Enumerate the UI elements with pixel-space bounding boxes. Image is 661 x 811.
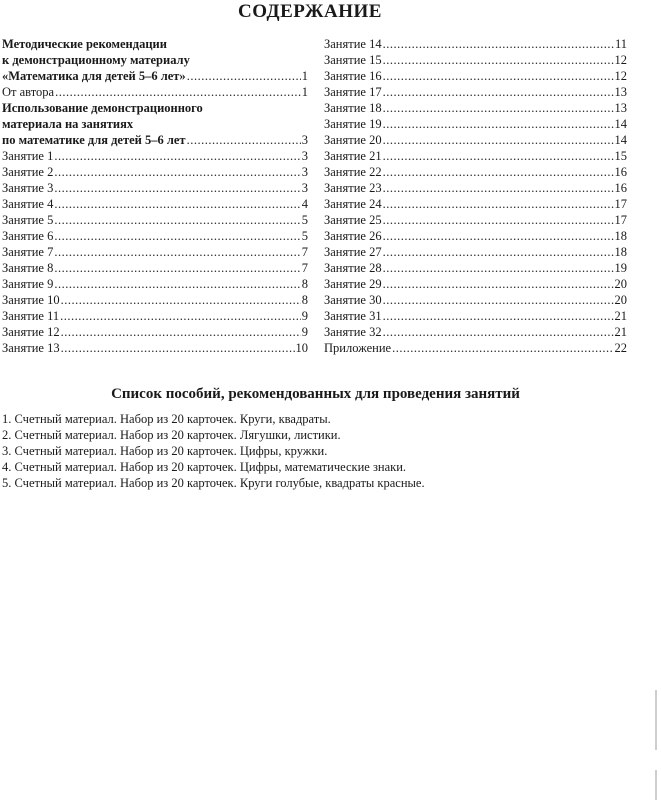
toc-entry [324,196,627,212]
toc-page-number: 8 [301,277,308,291]
scan-edge-mark [655,770,657,800]
toc-page-number: 17 [614,197,627,211]
toc-dot-leader [383,308,614,324]
toc-page-number: 13 [614,101,627,115]
toc-dot-leader [383,132,614,148]
toc-entry-text: Занятие 31 [324,309,382,323]
toc-entry [2,100,308,116]
toc-page-number: 18 [614,229,627,243]
toc-page-number: 1 [301,85,308,99]
toc-dot-leader [383,148,614,164]
manuals-title: Список пособий, рекомендованных для проведения занятий [111,386,520,402]
toc-entry [324,100,627,116]
toc-entry-text: Занятие 21 [324,149,382,163]
toc-page-number: 13 [614,85,627,99]
toc-entry [2,276,308,292]
toc-entry [324,68,627,84]
toc-entry [324,340,627,356]
toc-entry-text: Методические рекомендации [2,37,167,51]
toc-entry [2,228,308,244]
toc-dot-leader [383,100,614,116]
toc-dot-leader [383,164,614,180]
toc-page-number: 3 [301,133,308,147]
toc-entry-text: Занятие 20 [324,133,382,147]
toc-entry-text: Занятие 2 [2,165,54,179]
manuals-list [2,411,602,491]
toc-entry-text: Занятие 18 [324,101,382,115]
toc-page-number: 11 [614,37,627,51]
toc-left-column [2,36,308,356]
toc-entry [324,228,627,244]
toc-entry [324,324,627,340]
toc-dot-leader [383,68,614,84]
manual-item: 5. Счетный материал. Набор из 20 карточек. Круги голубые, квадраты красные. [2,476,425,490]
toc-dot-leader [187,132,301,148]
toc-entry-text: Занятие 24 [324,197,382,211]
toc-entry-text: Занятие 16 [324,69,382,83]
toc-page-number: 17 [614,213,627,227]
manual-item: 2. Счетный материал. Набор из 20 карточек. Лягушки, листики. [2,428,341,442]
toc-page-number: 19 [614,261,627,275]
toc-entry [324,244,627,260]
toc-page-number: 5 [301,213,308,227]
toc-dot-leader [54,148,300,164]
toc-entry-text: Занятие 28 [324,261,382,275]
toc-entry [324,260,627,276]
toc-entry [2,244,308,260]
toc-dot-leader [54,196,300,212]
toc-page-number: 1 [301,69,308,83]
toc-entry-text: Занятие 5 [2,213,54,227]
toc-dot-leader [54,180,300,196]
toc-entry [2,308,308,324]
toc-entry [324,148,627,164]
toc-entry [324,116,627,132]
toc-page-number: 14 [614,117,627,131]
toc-entry-text: Занятие 3 [2,181,54,195]
manual-item: 3. Счетный материал. Набор из 20 карточек. Цифры, кружки. [2,444,328,458]
toc-entry [324,52,627,68]
toc-dot-leader [54,228,300,244]
toc-entry [324,36,627,52]
toc-entry [324,276,627,292]
toc-dot-leader [392,340,613,356]
toc-dot-leader [383,180,614,196]
toc-dot-leader [55,84,301,100]
toc-entry-text: Занятие 30 [324,293,382,307]
toc-page-number: 16 [614,165,627,179]
toc-page-number: 5 [301,229,308,243]
toc-entry-text: Занятие 29 [324,277,382,291]
toc-dot-leader [383,292,614,308]
toc-page-number: 12 [614,69,627,83]
toc-page-number: 15 [614,149,627,163]
toc-entry-text: Использование демонстрационного [2,101,203,115]
toc-entry [2,180,308,196]
toc-entry [2,292,308,308]
toc-page-number: 22 [614,341,627,355]
toc-entry-text: Занятие 32 [324,325,382,339]
toc-dot-leader [383,36,614,52]
toc-entry-text: Занятие 12 [2,325,60,339]
toc-page-number: 7 [301,245,308,259]
toc-dot-leader [383,116,614,132]
toc-page-number: 4 [301,197,308,211]
toc-entry [2,36,308,52]
toc-entry [324,84,627,100]
toc-page-number: 21 [614,325,627,339]
toc-dot-leader [383,84,614,100]
toc-entry [2,52,308,68]
toc-entry [2,84,308,100]
toc-dot-leader [383,196,614,212]
toc-entry-text: Занятие 1 [2,149,54,163]
toc-right-column [324,36,627,356]
toc-entry-text: Занятие 17 [324,85,382,99]
toc-entry-text: Занятие 23 [324,181,382,195]
toc-page-number: 16 [614,181,627,195]
toc-page-number: 3 [301,165,308,179]
toc-entry [2,212,308,228]
toc-entry [324,164,627,180]
toc-entry-text: Занятие 15 [324,53,382,67]
toc-dot-leader [54,164,300,180]
toc-page-number: 7 [301,261,308,275]
manual-item: 4. Счетный материал. Набор из 20 карточек. Цифры, математические знаки. [2,460,407,474]
toc-entry [2,68,308,84]
toc-page-number: 9 [301,325,308,339]
toc-entry [2,324,308,340]
toc-entry-text: материала на занятиях [2,117,134,131]
toc-entry [2,340,308,356]
toc-entry [2,148,308,164]
scan-edge-mark [655,690,657,750]
toc-dot-leader [54,244,300,260]
toc-page-number: 3 [301,149,308,163]
toc-entry-text: «Математика для детей 5–6 лет» [2,69,186,83]
toc-page-number: 18 [614,245,627,259]
toc-dot-leader [54,276,300,292]
toc-page-number: 8 [301,293,308,307]
toc-entry-text: Занятие 13 [2,341,60,355]
toc-entry [324,212,627,228]
toc-entry [2,260,308,276]
toc-dot-leader [61,292,301,308]
toc-page-number: 9 [301,309,308,323]
toc-dot-leader [383,228,614,244]
toc-entry [2,116,308,132]
toc-entry-text: Занятие 7 [2,245,54,259]
toc-dot-leader [383,276,614,292]
manual-item: 1. Счетный материал. Набор из 20 карточек. Круги, квадраты. [2,412,331,426]
toc-entry-text: Занятие 9 [2,277,54,291]
toc-entry [2,164,308,180]
toc-page-number: 12 [614,53,627,67]
toc-entry [324,308,627,324]
toc-page-number: 20 [614,277,627,291]
toc-entry [2,132,308,148]
toc-dot-leader [61,324,301,340]
toc-entry-text: по математике для детей 5–6 лет [2,133,186,147]
toc-dot-leader [383,212,614,228]
toc-dot-leader [54,260,300,276]
toc-page-number: 14 [614,133,627,147]
toc-entry-text: Занятие 4 [2,197,54,211]
toc-entry [324,292,627,308]
toc-dot-leader [61,340,295,356]
toc-entry-text: Занятие 6 [2,229,54,243]
toc-entry-text: Занятие 14 [324,37,382,51]
toc-page-number: 20 [614,293,627,307]
toc-entry-text: Занятие 8 [2,261,54,275]
toc-dot-leader [54,212,300,228]
toc-entry-text: Занятие 26 [324,229,382,243]
toc-entry-text: Занятие 11 [2,309,60,323]
toc-entry-text: Занятие 22 [324,165,382,179]
toc-page-number: 3 [301,181,308,195]
toc-dot-leader [383,52,614,68]
toc-entry [324,180,627,196]
toc-entry-text: Приложение [324,341,392,355]
toc-entry [2,196,308,212]
toc-entry [324,132,627,148]
toc-dot-leader [187,68,301,84]
toc-dot-leader [60,308,301,324]
toc-entry-text: Занятие 27 [324,245,382,259]
toc-page-number: 10 [295,341,308,355]
toc-dot-leader [383,244,614,260]
page-title: СОДЕРЖАНИЕ [238,1,382,22]
toc-entry-text: к демонстрационному материалу [2,53,190,67]
toc-page-number: 21 [614,309,627,323]
toc-dot-leader [383,324,614,340]
toc-entry-text: Занятие 25 [324,213,382,227]
toc-dot-leader [383,260,614,276]
toc-entry-text: От автора [2,85,55,99]
toc-entry-text: Занятие 19 [324,117,382,131]
toc-entry-text: Занятие 10 [2,293,60,307]
